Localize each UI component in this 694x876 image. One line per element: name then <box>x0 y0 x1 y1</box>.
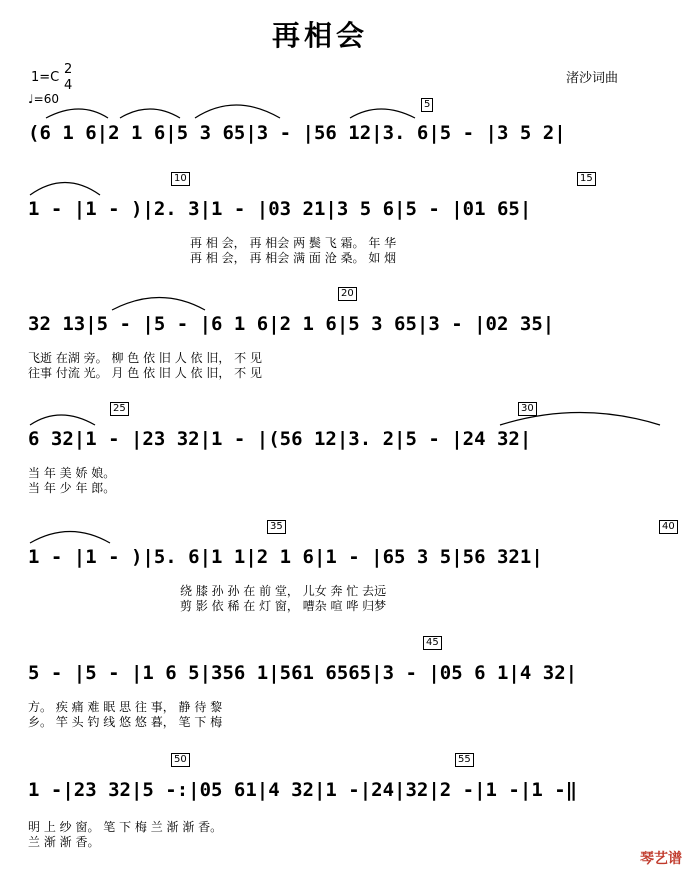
lyric-line-7b: 兰 渐 渐 香。 <box>28 835 100 849</box>
time-signature: 2 4 <box>64 62 73 93</box>
lyric-line-2a: 再 相 会， 再 相会 两 鬓 飞 霜。 年 华 <box>190 236 397 250</box>
watermark-logo: 琴艺谱 <box>640 851 682 867</box>
notation-line-4: 6 32|1 - |23 32|1 - |(56 12|3. 2|5 - |24 32| <box>28 428 532 450</box>
lyric-line-6b: 乡。 竿 头 钓 线 悠 悠 暮， 笔 下 梅 <box>28 715 223 729</box>
measure-number: 55 <box>455 753 474 767</box>
notation-line-5: 1 - |1 - )|5. 6|1 1|2 1 6|1 - |65 3 5|56 321| <box>28 546 543 568</box>
notation-line-1: (6 1 6|2 1 6|5 3 65|3 - |56 12|3. 6|5 - |3 5 2| <box>28 122 566 144</box>
measure-number: 25 <box>110 402 129 416</box>
notation-line-7: 1 -|23 32|5 -:|05 61|4 32|1 -|24|32|2 -|1 -|1 -‖ <box>28 779 578 801</box>
measure-number: 15 <box>577 172 596 186</box>
measure-number: 50 <box>171 753 190 767</box>
lyric-line-4a: 当 年 美 娇 娘。 <box>28 466 116 480</box>
lyric-line-3a: 飞逝 在湖 旁。 柳 色 依 旧 人 依 旧， 不 见 <box>28 351 262 365</box>
measure-number: 35 <box>267 520 286 534</box>
notation-line-2: 1 - |1 - )|2. 3|1 - |03 21|3 5 6|5 - |01 65| <box>28 198 532 220</box>
lyric-line-3b: 往事 付流 光。 月 色 依 旧 人 依 旧， 不 见 <box>28 366 262 380</box>
lyric-line-5b: 剪 影 依 稀 在 灯 窗， 嘈杂 喧 哗 归梦 <box>180 599 387 613</box>
tempo-marking: ♩=60 <box>28 92 59 106</box>
lyric-line-7a: 明 上 纱 窗。 笔 下 梅 兰 渐 渐 香。 <box>28 820 223 834</box>
measure-number: 20 <box>338 287 357 301</box>
page-title: 再相会 <box>271 19 368 52</box>
measure-number: 10 <box>171 172 190 186</box>
author-credit: 渚沙词曲 <box>566 71 619 86</box>
lyric-line-2b: 再 相 会， 再 相会 满 面 沧 桑。 如 烟 <box>190 251 397 265</box>
measure-number: 40 <box>659 520 678 534</box>
measure-number: 45 <box>423 636 442 650</box>
notation-line-3: 32 13|5 - |5 - |6 1 6|2 1 6|5 3 65|3 - |02 35| <box>28 313 555 335</box>
key-signature: 1=C <box>31 70 60 85</box>
lyric-line-5a: 绕 膝 孙 孙 在 前 堂， 儿女 奔 忙 去远 <box>180 584 387 598</box>
measure-number: 30 <box>518 402 537 416</box>
lyric-line-6a: 方。 疾 痛 难 眠 思 往 事， 静 待 黎 <box>28 700 223 714</box>
notation-line-6: 5 - |5 - |1 6 5|356 1|561 6565|3 - |05 6 1|4 32| <box>28 662 578 684</box>
measure-number: 5 <box>421 98 433 112</box>
lyric-line-4b: 当 年 少 年 郎。 <box>28 481 116 495</box>
